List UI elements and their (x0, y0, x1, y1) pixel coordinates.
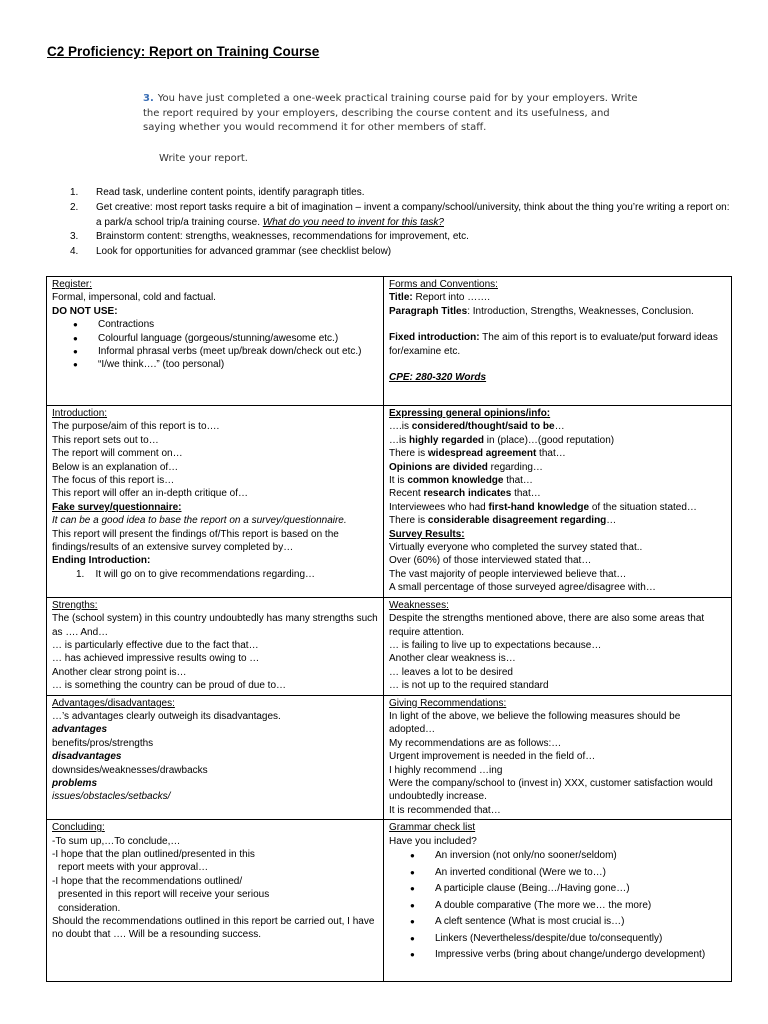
list-item: ● Impressive verbs (bring about change/undergo development) (435, 947, 726, 964)
list-item: ● Colourful language (gorgeous/stunning/awesome etc.) (98, 332, 378, 345)
list-item: ● Linkers (Nevertheless/despite/due to/consequently) (435, 931, 726, 948)
task-write: Write your report. (159, 152, 248, 164)
strengths-cell: Strengths: The (school system) in this country undoubtedly has many strengths such as …. And… … is particularly effective due to the fact that… … has achieved impressive results owing to … Another clear strong point is… … is something the country can be proud of due to… (47, 597, 384, 695)
list-item: ● Contractions (98, 318, 378, 331)
introduction-cell: Introduction: The purpose/aim of this report is to…. This report sets out to… The report will comment on… Below is an explanation of… The focus of this report is… This report will offer an in-depth critique of… Fake survey/questionnaire: It can be a good idea to base the report on a survey/questionnaire. This report will present the findings of/This report is based on the findings/results of an extensive survey completed by… Ending Introduction: 1. It will go on to give recommendations regarding… (47, 406, 384, 598)
list-item: 1. Read task, underline content points, identify paragraph titles. (70, 187, 365, 198)
list-item: ● A cleft sentence (What is most crucial is…) (435, 914, 726, 931)
opinions-cell: Expressing general opinions/info: ….is considered/thought/said to be… …is highly regarded in (place)…(good reputation) There is widespread agreement that… Opinions are divided regarding… It is common knowledge that… Recent research indicates that… Interviewees who had first-hand knowledge of the situation stated… There is considerable disagreement regarding… Survey Results: Virtually everyone who completed the survey stated that.. Over (60%) of those interviewed stated that… The vast majority of people interviewed believe that… A small percentage of those surveyed agree/disagree with… (384, 406, 732, 598)
weaknesses-cell: Weaknesses: Despite the strengths mentioned above, there are also some areas that require attention. … is failing to live up to expectations because… Another clear weakness is… … leaves a lot to be desired … is not up to the required standard (384, 597, 732, 695)
task-prompt (143, 92, 643, 166)
grammar-checklist-cell: Grammar check list Have you included? ● An inversion (not only/no sooner/seldom) ● An inverted conditional (Were we to…) ● A participle clause (Being…/Having gone…) ● A double comparative (The more we… the more) ● A cleft sentence (What is most crucial is…) ● Linkers (Nevertheless/despite/due to/consequently) ● Impressive verbs (bring about change/undergo development) (384, 820, 732, 982)
register-cell: Register: Formal, impersonal, cold and factual. DO NOT USE: ● Contractions ● Colourful language (gorgeous/stunning/awesome etc.) ● Informal phrasal verbs (meet up/break down/check out etc.) ● “I/we think….” (too personal) (47, 277, 384, 406)
task-number: 3. (143, 93, 154, 104)
list-item: ● An inversion (not only/no sooner/seldom) (435, 848, 726, 865)
steps-list (70, 186, 735, 260)
list-item: 2. Get creative: most report tasks require a bit of imagination – invent a company/school/university, think about the thing you’re writing a report on: a park/a school trip/a training course. What do you need to invent for this task? (70, 201, 730, 228)
recommendations-cell: Giving Recommendations: In light of the above, we believe the following measures should be adopted… My recommendations are as follows:… Urgent improvement is needed in the field of… I highly recommend …ing Were the company/school to (invest in) XXX, customer satisfaction would undoubtedly increase. It is recommended that… (384, 695, 732, 820)
forms-cell: Forms and Conventions: Title: Report into ……. Paragraph Titles: Introduction, Strengths, Weaknesses, Conclusion. Fixed introduction: The aim of this report is to evaluate/put forward ideas for/examine etc. CPE: 280-320 Words (384, 277, 732, 406)
advantages-cell: Advantages/disadvantages: …’s advantages clearly outweigh its disadvantages. advantages benefits/pros/strengths disadvantages downsides/weaknesses/drawbacks problems issues/obstacles/setbacks/ (47, 695, 384, 820)
step-question: What do you need to invent for this task? (262, 216, 444, 228)
list-item: ● An inverted conditional (Were we to…) (435, 865, 726, 882)
list-item: ● Informal phrasal verbs (meet up/break down/check out etc.) (98, 345, 378, 358)
list-item: ● A double comparative (The more we… the more) (435, 898, 726, 915)
page-title: C2 Proficiency: Report on Training Course (47, 44, 320, 59)
reference-table (46, 276, 732, 982)
list-item: ● A participle clause (Being…/Having gone…) (435, 881, 726, 898)
task-text: You have just completed a one-week practical training course paid for by your employers. Write the report required by your employers, describing the course content and its usefulness, and saying whether you would recommend it for other members of staff. (143, 93, 638, 133)
list-item: 3. Brainstorm content: strengths, weaknesses, recommendations for improvement, etc. (70, 231, 469, 243)
concluding-cell: Concluding: -To sum up,…To conclude,… -I hope that the plan outlined/presented in this report meets with your approval… -I hope that the recommendations outlined/ presented in this report will receive your serious consideration. Should the recommendations outlined in this report be carried out, I have no doubt that …. Will be a resounding success. (47, 820, 384, 982)
list-item: ● “I/we think….” (too personal) (98, 358, 378, 371)
list-item: 4. Look for opportunities for advanced grammar (see checklist below) (70, 246, 392, 258)
